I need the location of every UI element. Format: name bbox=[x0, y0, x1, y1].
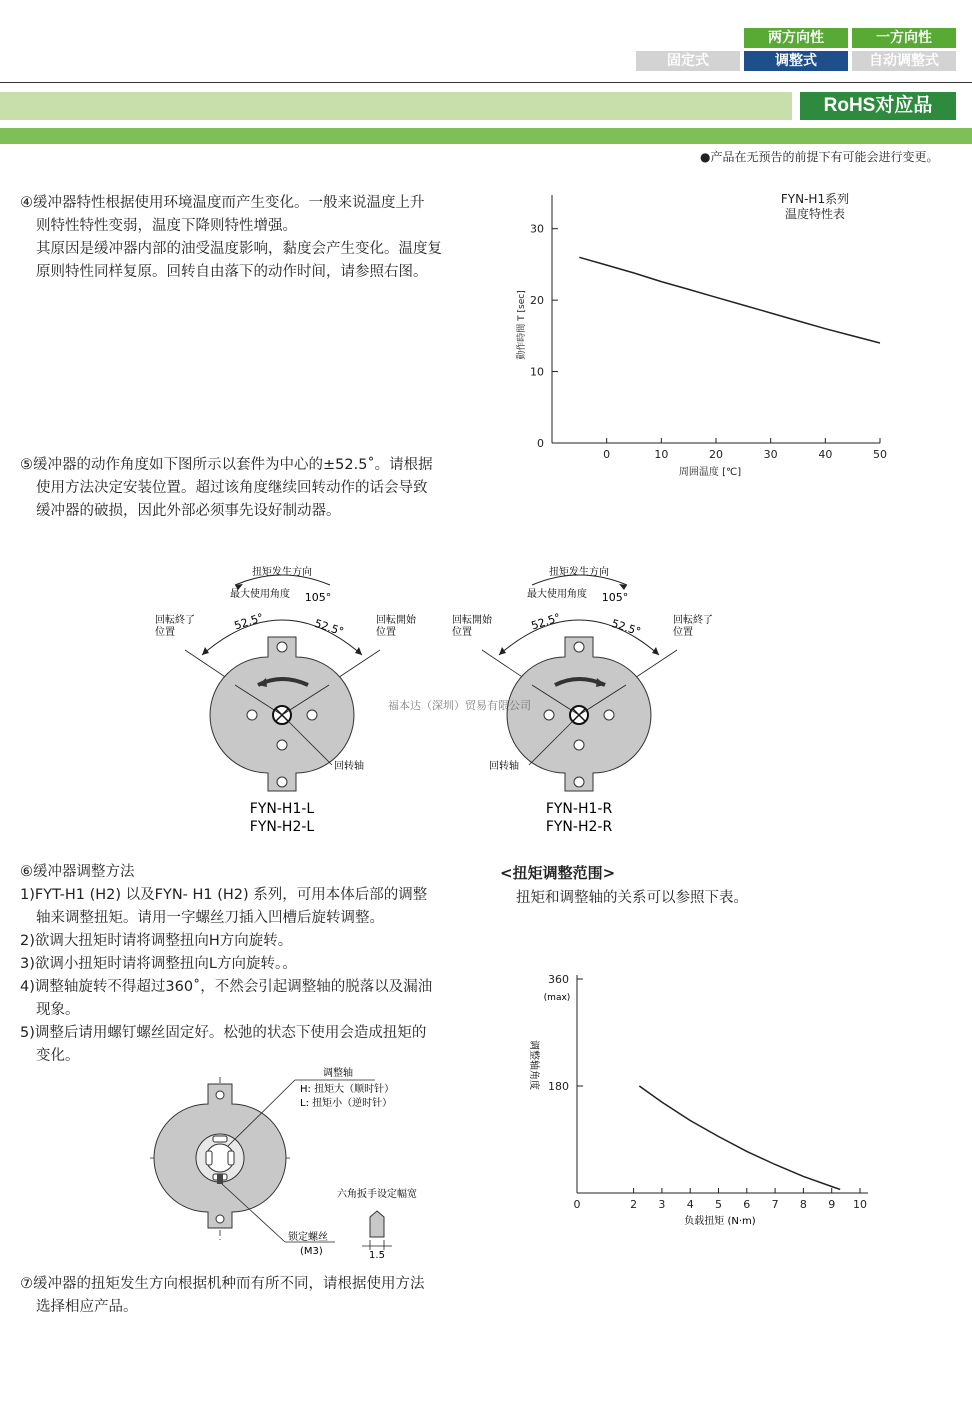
left-label-left-1: 回転終了 bbox=[155, 615, 195, 626]
right-label-left-2: 位置 bbox=[452, 627, 472, 638]
header-band bbox=[0, 92, 792, 120]
s6-line-2: 1)FYT-H1 (H2) 以及FYN- H1 (H2) 系列，可用本体后部的调整 bbox=[20, 887, 428, 903]
s5-line-2: 使用方法决定安装位置。超过该角度继续回转动作的话会导致 bbox=[36, 480, 428, 496]
s4-line-2: 则特性特性变弱，温度下降则特性增强。 bbox=[36, 218, 297, 234]
adjust-hex-title: 六角扳手设定幅宽 bbox=[337, 1189, 417, 1200]
x-tick-label: 4 bbox=[686, 1198, 694, 1211]
x-tick-label: 0 bbox=[603, 448, 611, 461]
right-model-2: FYN-H2-R bbox=[545, 819, 613, 835]
s5-line-3: 缓冲器的破损，因此外部必须事先设好制动器。 bbox=[36, 503, 341, 519]
y-tick-label: 20 bbox=[530, 294, 544, 308]
s7-line-1: ⑦缓冲器的扭矩发生方向根据机种而有所不同，请根据使用方法 bbox=[20, 1276, 425, 1292]
right-label-left-1: 回転開始 bbox=[452, 615, 492, 626]
rohs-badge: RoHS对应品 bbox=[800, 92, 956, 120]
s6-line-9: 变化。 bbox=[36, 1048, 80, 1064]
x-tick-label: 10 bbox=[654, 448, 669, 461]
left-model-1: FYN-H1-L bbox=[249, 801, 315, 817]
tab-fixed[interactable]: 固定式 bbox=[636, 51, 740, 71]
torque-chart bbox=[520, 965, 890, 1230]
s6-line-7: 现象。 bbox=[36, 1002, 80, 1018]
chart1-series-line bbox=[579, 257, 880, 343]
x-tick-label: 10 bbox=[853, 1198, 867, 1211]
chart1-xlabel: 周囲温度 [℃] bbox=[678, 467, 742, 478]
s4-line-4: 原则特性同样复原。回转自由落下的动作时间，请参照右图。 bbox=[36, 264, 428, 280]
left-max-angle: 最大使用角度 bbox=[230, 589, 290, 600]
watermark: 福本达（深圳）贸易有限公司 bbox=[388, 699, 531, 712]
y-tick-label: 30 bbox=[530, 222, 544, 236]
s5-line-1: ⑤缓冲器的动作角度如下图所示以套件为中心的±52.5˚。请根据 bbox=[20, 457, 433, 473]
s6-line-3: 轴来调整扭矩。请用一字螺丝刀插入凹槽后旋转调整。 bbox=[36, 910, 384, 926]
x-tick-label: 2 bbox=[630, 1198, 638, 1211]
torque-range-title: <扭矩调整范围> bbox=[500, 864, 616, 882]
right-angle-total: 105° bbox=[601, 591, 629, 604]
adjust-l-label: L: 扭矩小（逆时针） bbox=[300, 1098, 393, 1109]
x-tick-label: 50 bbox=[873, 448, 887, 461]
section-7 bbox=[20, 1273, 480, 1319]
s6-line-6: 4)调整轴旋转不得超过360˚，不然会引起调整轴的脱落以及漏油 bbox=[20, 979, 433, 995]
adjust-shaft-title: 调整轴 bbox=[323, 1068, 353, 1079]
right-label-right-1: 回転終了 bbox=[673, 615, 713, 626]
s4-line-3: 其原因是缓冲器内部的油受温度影响，黏度会产生变化。温度复 bbox=[36, 241, 442, 257]
x-tick-label: 40 bbox=[818, 448, 833, 461]
tab-two-way[interactable]: 两方向性 bbox=[744, 28, 848, 48]
right-angle-right: 52.5° bbox=[609, 616, 643, 639]
right-max-angle: 最大使用角度 bbox=[527, 589, 587, 600]
left-label-right-2: 位置 bbox=[376, 627, 396, 638]
tab-one-way[interactable]: 一方向性 bbox=[852, 28, 956, 48]
x-tick-label: 8 bbox=[799, 1198, 807, 1211]
tab-adjustable[interactable]: 调整式 bbox=[744, 51, 848, 71]
s6-line-5: 3)欲调小扭矩时请将调整扭向L方向旋转。。 bbox=[20, 956, 297, 972]
x-tick-label: 9 bbox=[828, 1198, 836, 1211]
change-notice: ●产品在无预告的前提下有可能会进行变更。 bbox=[700, 150, 939, 164]
right-shaft-label: 回转轴 bbox=[489, 761, 519, 772]
s4-line-1: ④缓冲器特性根据使用环境温度而产生变化。一般来说温度上升 bbox=[20, 195, 425, 211]
section-5 bbox=[20, 454, 480, 523]
s6-line-1: ⑥缓冲器调整方法 bbox=[20, 864, 135, 880]
s7-line-2: 选择相应产品。 bbox=[36, 1299, 138, 1315]
left-model-2: FYN-H2-L bbox=[249, 819, 315, 835]
x-tick-label: 6 bbox=[743, 1198, 751, 1211]
x-tick-label: 30 bbox=[763, 448, 778, 461]
y-tick-label: 180 bbox=[548, 1080, 569, 1093]
left-label-right-1: 回転開始 bbox=[376, 615, 416, 626]
adjustment-diagram bbox=[140, 1062, 440, 1267]
y-tick-label: 0 bbox=[537, 437, 544, 450]
left-angle-left: 52.5° bbox=[232, 610, 266, 633]
chart2-series-line bbox=[639, 1086, 840, 1189]
chart1-subtitle: 温度特性表 bbox=[784, 207, 846, 221]
x-tick-label: 20 bbox=[709, 448, 723, 461]
right-angle-left: 52.5° bbox=[529, 610, 563, 633]
left-angle-right: 52.5° bbox=[312, 616, 346, 639]
left-angle-total: 105° bbox=[304, 591, 332, 604]
s6-line-4: 2)欲调大扭矩时请将调整扭向H方向旋转。 bbox=[20, 933, 293, 949]
section-6 bbox=[20, 861, 480, 1068]
x-tick-label: 5 bbox=[715, 1198, 722, 1211]
left-shaft-label: 回转轴 bbox=[334, 761, 364, 772]
right-model-1: FYN-H1-R bbox=[545, 801, 613, 817]
adjust-screw-1: 锁定螺丝 bbox=[288, 1232, 328, 1243]
tab-auto-adjust[interactable]: 自动调整式 bbox=[852, 51, 956, 71]
right-label-right-2: 位置 bbox=[673, 627, 693, 638]
right-torque-dir: 扭矩发生方向 bbox=[549, 567, 609, 578]
header-divider bbox=[0, 82, 972, 83]
torque-range-desc: 扭矩和调整轴的关系可以参照下表。 bbox=[516, 890, 748, 906]
y-tick-label: 360 bbox=[548, 973, 569, 986]
chart2-xlabel: 负载扭矩 (N·m) bbox=[684, 1216, 756, 1227]
x-tick-label: 0 bbox=[573, 1198, 581, 1211]
temperature-chart bbox=[500, 185, 900, 490]
section-4 bbox=[20, 192, 480, 284]
adjust-h-label: H: 扭矩大（顺时针） bbox=[300, 1084, 395, 1095]
chart2-ytick-note: (max) bbox=[543, 993, 571, 1003]
green-stripe bbox=[0, 128, 972, 144]
adjust-hex-value: 1.5 bbox=[369, 1250, 385, 1261]
chart1-ylabel: 動作時間 T [sec] bbox=[517, 290, 527, 360]
x-tick-label: 7 bbox=[771, 1198, 779, 1211]
left-label-left-2: 位置 bbox=[155, 627, 175, 638]
adjust-screw-2: (M3) bbox=[300, 1246, 323, 1257]
y-tick-label: 10 bbox=[530, 365, 544, 379]
left-torque-dir: 扭矩发生方向 bbox=[252, 567, 312, 578]
chart1-title: FYN-H1系列 bbox=[780, 192, 850, 206]
s6-line-8: 5)调整后请用螺钉螺丝固定好。松弛的状态下使用会造成扭矩的 bbox=[20, 1025, 427, 1041]
x-tick-label: 3 bbox=[658, 1198, 666, 1211]
chart2-ylabel: 调整轴角度 bbox=[528, 1040, 539, 1090]
